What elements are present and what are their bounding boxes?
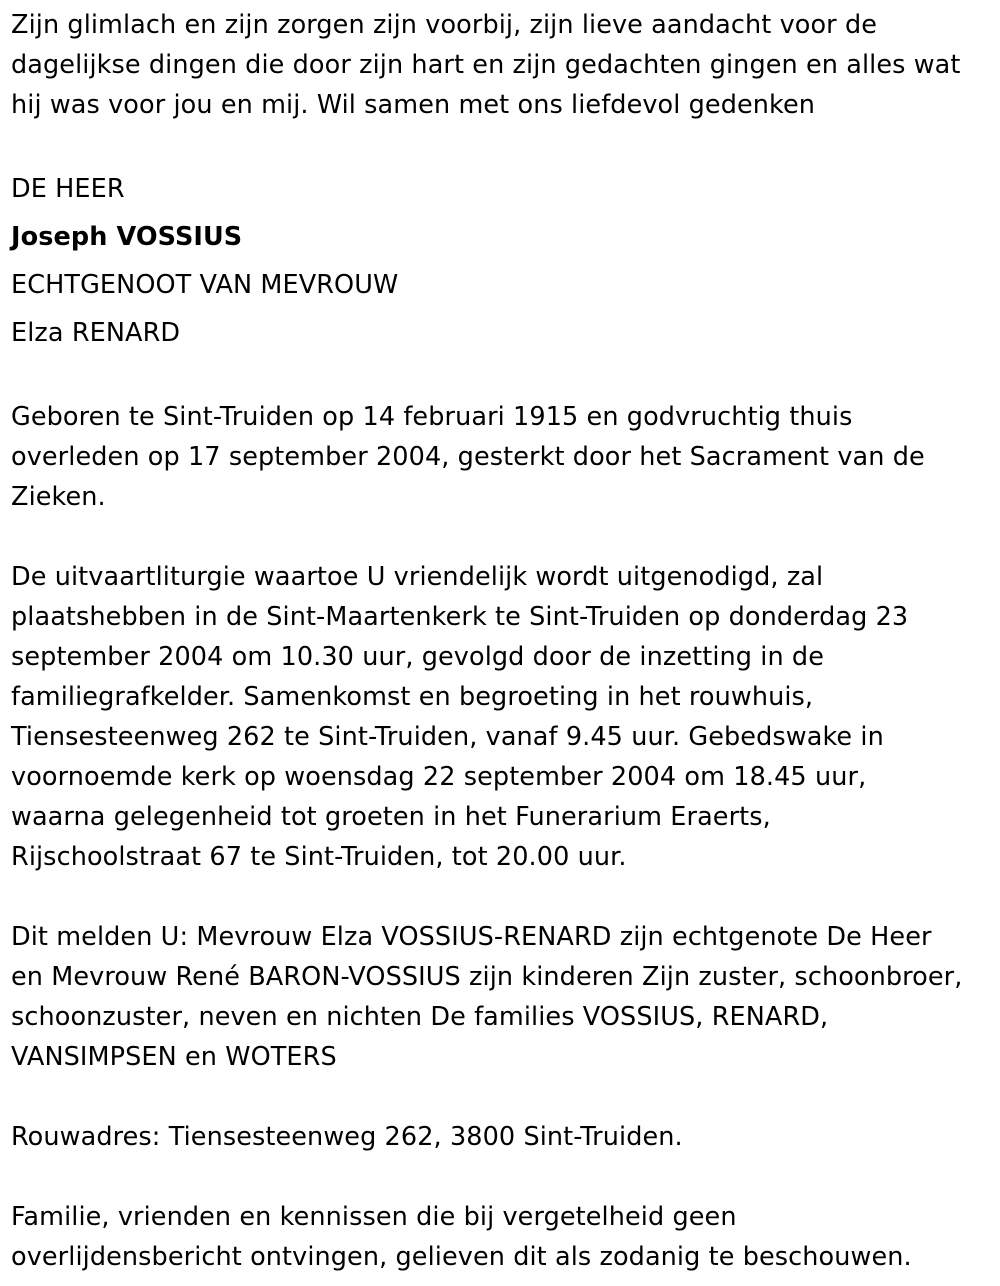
spacer (11, 877, 996, 917)
spacer (11, 1077, 996, 1117)
deceased-name: Joseph VOSSIUS (11, 222, 243, 252)
funeral-paragraph: De uitvaartliturgie waartoe U vriendelijk wordt uitgenodigd, zal plaatshebben in de Sint-Maartenkerk te Sint-Truiden op donderdag 23 september 2004 om 10.30 uur, gevolgd door de inzetting in de familiegrafkelder. Samenkomst en begroeting in het rouwhuis, Tiensesteenweg 262 te Sint-Truiden, vanaf 9.45 uur. Gebedswake in voornoemde kerk op woensdag 22 september 2004 om 18.45 uur, waarna gelegenheid tot groeten in het Funerarium Eraerts, Rijschoolstraat 67 te Sint-Truiden, tot 20.00 uur. (11, 562, 909, 872)
birth-death-paragraph: Geboren te Sint-Truiden op 14 februari 1915 en godvruchtig thuis overleden op 17 september 2004, gesterkt door het Sacrament van de Zieken. (11, 402, 925, 512)
spouse-prefix: ECHTGENOOT VAN MEVROUW (11, 270, 399, 300)
announcers-paragraph: Dit melden U: Mevrouw Elza VOSSIUS-RENARD zijn echtgenote De Heer en Mevrouw René BARON-VOSSIUS zijn kinderen Zijn zuster, schoonbroer, schoonzuster, neven en nichten De families VOSSIUS, RENARD, VANSIMPSEN en WOTERS (11, 922, 963, 1072)
obituary-document (11, 5, 996, 1277)
spacer (11, 517, 996, 557)
spacer (11, 1157, 996, 1197)
intro-paragraph: Zijn glimlach en zijn zorgen zijn voorbij, zijn lieve aandacht voor de dagelijkse dingen die door zijn hart en zijn gedachten gingen en alles wat hij was voor jou en mij. Wil samen met ons liefdevol gedenken (11, 10, 961, 120)
address-paragraph: Rouwadres: Tiensesteenweg 262, 3800 Sint-Truiden. (11, 1122, 683, 1152)
spouse-name: Elza RENARD (11, 318, 181, 348)
spacer (11, 357, 996, 397)
heading-block (11, 165, 996, 357)
spacer (11, 125, 996, 165)
closing-paragraph: Familie, vrienden en kennissen die bij vergetelheid geen overlijdensbericht ontvingen, gelieven dit als zodanig te beschouwen. (11, 1202, 912, 1272)
title-prefix: DE HEER (11, 174, 125, 204)
